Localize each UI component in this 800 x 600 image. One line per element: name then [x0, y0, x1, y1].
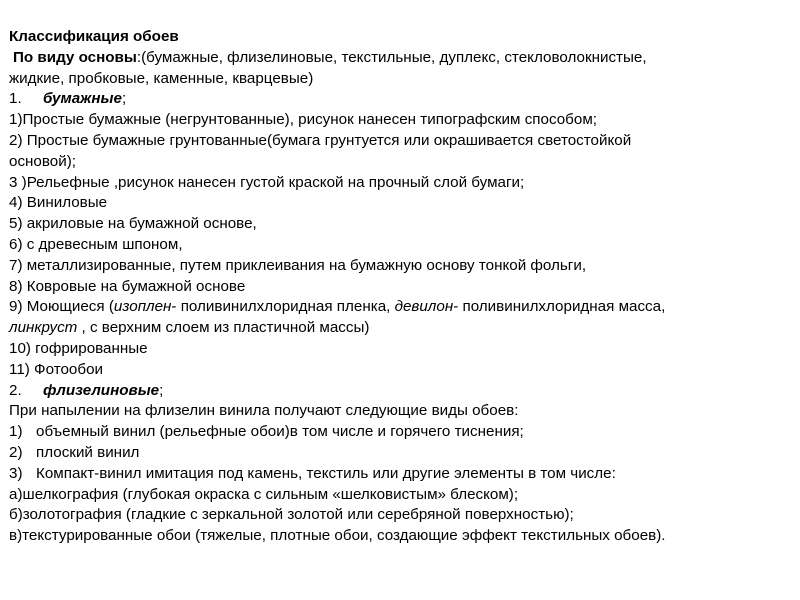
list-item [9, 464, 791, 485]
list-text: объемный винил (рельефные обои)в том числе и горячего тиснения; [36, 423, 524, 441]
nonwoven-label: флизелиновые [43, 381, 160, 399]
list-number: 2) [9, 443, 23, 461]
base-label: По виду основы [13, 48, 137, 66]
term-devilon: девилон [394, 298, 454, 316]
list-item: 8) Ковровые на бумажной основе [9, 277, 246, 295]
list-item: 2) Простые бумажные грунтованные(бумага грунтуется или окрашивается светостойкой [9, 131, 632, 149]
list-text: Компакт-винил имитация под камень, текстиль или другие элементы в том числе: [36, 464, 616, 482]
nonwoven-intro: При напылении на флизелин винила получают следующие виды обоев: [9, 402, 519, 420]
list-item [9, 422, 791, 443]
page-title: Классификация обоев [9, 28, 179, 45]
list-number: 1) [9, 423, 23, 441]
washable-mid-1: - поливинилхлоридная пленка, [171, 298, 395, 316]
list-item: 10) гофрированные [9, 339, 148, 357]
base-text-2: жидкие, пробковые, каменные, кварцевые) [9, 69, 314, 87]
paper-number: 1. [9, 90, 22, 108]
term-izoplen: изоплен [113, 298, 172, 316]
washable-mid-2: - поливинилхлоридная масса, [453, 298, 666, 316]
base-text-1: :(бумажные, флизелиновые, текстильные, дуплекс, стекловолокнистые, [136, 48, 647, 66]
nonwoven-suffix: ; [159, 381, 164, 399]
paper-label: бумажные [43, 90, 122, 108]
list-item: 11) Фотообои [9, 360, 104, 378]
paper-suffix: ; [121, 90, 127, 108]
list-number: 3) [9, 464, 23, 482]
base-classification-line [9, 48, 791, 69]
list-text: плоский винил [36, 443, 140, 461]
washable-prefix: 9) Моющиеся ( [9, 298, 114, 316]
list-item: 3 )Рельефные ,рисунок нанесен густой краской на прочный слой бумаги; [9, 173, 525, 191]
washable-item-cont [9, 318, 791, 339]
washable-item [9, 297, 791, 318]
list-item [9, 443, 791, 464]
nonwoven-number: 2. [9, 381, 22, 399]
slide-text [9, 27, 791, 547]
list-item: основой); [9, 152, 76, 170]
term-linkrust: линкруст [9, 319, 78, 337]
list-item: 6) с древесным шпоном, [9, 235, 183, 253]
list-item: а)шелкография (глубокая окраска с сильным «шелковистым» блеском); [9, 485, 519, 503]
washable-end: , с верхним слоем из пластичной массы) [77, 319, 370, 337]
list-item: б)золотография (гладкие с зеркальной золотой или серебряной поверхностью); [9, 506, 574, 524]
list-item: 1)Простые бумажные (негрунтованные), рисунок нанесен типографским способом; [9, 111, 597, 129]
nonwoven-heading [9, 381, 791, 402]
paper-heading [9, 89, 791, 110]
list-item: 5) акриловые на бумажной основе, [9, 215, 257, 233]
list-item: 4) Виниловые [9, 194, 108, 212]
list-item: 7) металлизированные, путем приклеивания на бумажную основу тонкой фольги, [9, 256, 587, 274]
list-item: в)текстурированные обои (тяжелые, плотные обои, создающие эффект текстильных обоев). [9, 527, 666, 545]
